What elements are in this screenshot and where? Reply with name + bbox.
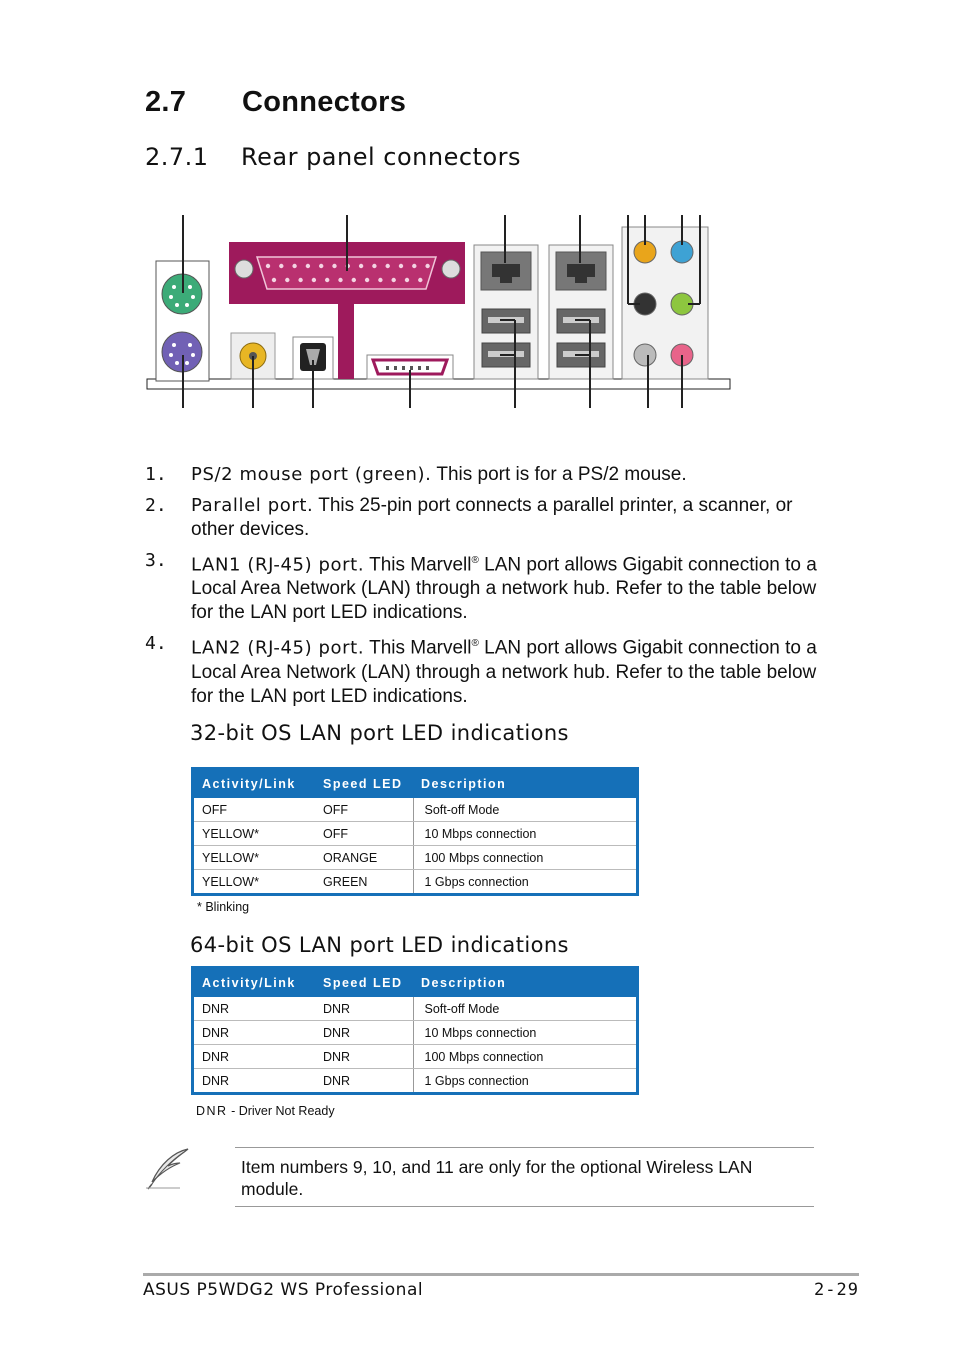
cell: OFF (315, 822, 413, 846)
item-number: 2. (145, 495, 167, 516)
lan1-usb-stack (474, 245, 538, 379)
cell: DNR (315, 1021, 413, 1045)
item-title: PS/2 mouse port (green). (191, 464, 432, 485)
col-header: Description (413, 769, 638, 799)
parallel-bracket (338, 304, 354, 379)
footer-product: ASUS P5WDG2 WS Professional (143, 1280, 424, 1300)
list-item (145, 463, 825, 487)
audio-jack-gray (634, 344, 656, 366)
cell: Soft-off Mode (413, 798, 638, 822)
table-row (193, 798, 638, 822)
cell: DNR (323, 1073, 351, 1088)
parallel-pin (392, 278, 396, 282)
cell: DNR (315, 1045, 413, 1069)
cell: 10 Mbps connection (413, 822, 638, 846)
feather-pen-icon (144, 1146, 194, 1192)
parallel-screw-left (235, 260, 253, 278)
list-item (145, 549, 825, 625)
parallel-pin (279, 264, 283, 268)
parallel-pin (405, 278, 409, 282)
cell: DNR (202, 1073, 230, 1088)
cell: DNR (193, 1045, 316, 1069)
parallel-pin (266, 264, 270, 268)
item-title: LAN2 (RJ-45) port. (191, 637, 365, 659)
col-header: Activity/Link (193, 968, 316, 998)
subsection-heading (145, 143, 521, 171)
cell: 100 Mbps connection (413, 1045, 638, 1069)
list-item (145, 494, 825, 542)
cell: ORANGE (315, 846, 413, 870)
parallel-pin (325, 278, 329, 282)
parallel-screw-right (442, 260, 460, 278)
parallel-pin (306, 264, 310, 268)
col-header: Activity/Link (193, 769, 316, 799)
connector-list (145, 463, 825, 716)
table-row (193, 1021, 638, 1045)
cell: YELLOW* (193, 822, 316, 846)
parallel-pin (332, 264, 336, 268)
registered-mark: ® (471, 638, 479, 650)
rear-panel-diagram (140, 205, 740, 415)
cell: DNR (193, 997, 316, 1021)
item-body: This Marvell (364, 554, 472, 576)
parallel-pin (412, 264, 416, 268)
table32-title: 32-bit OS LAN port LED indications (190, 721, 569, 745)
parallel-pin (298, 278, 302, 282)
parallel-pin (372, 264, 376, 268)
table-row (193, 1045, 638, 1069)
parallel-pin (386, 264, 390, 268)
table64-footnote (196, 1104, 335, 1118)
cell: Soft-off Mode (413, 997, 638, 1021)
parallel-pin (418, 278, 422, 282)
table-row (193, 1069, 638, 1094)
parallel-pin (399, 264, 403, 268)
table-row (193, 846, 638, 870)
parallel-pin (319, 264, 323, 268)
cell: OFF (315, 798, 413, 822)
item-title: Parallel port. (191, 495, 314, 516)
footnote-text: - Driver Not Ready (227, 1104, 335, 1118)
parallel-pin (359, 264, 363, 268)
cell: YELLOW* (202, 874, 259, 889)
item-body: This port is for a PS/2 mouse. (431, 464, 687, 485)
item-body-cont: LAN port allows Gigabit connection to a Local Area Network (LAN) through a network hub. Refer to the table below for the LAN port LED indications. (191, 554, 817, 624)
item-body: This 25-pin port connects a parallel printer, a scanner, or other devices. (191, 495, 793, 540)
item-number: 3. (145, 550, 167, 571)
list-item (145, 632, 825, 708)
cell: 100 Mbps connection (413, 846, 638, 870)
table32-footnote: * Blinking (197, 900, 250, 914)
cell: DNR (193, 1021, 316, 1045)
lan2-usb-stack (549, 245, 613, 379)
section-title: Connectors (242, 86, 407, 118)
cell: 10 Mbps connection (413, 1021, 638, 1045)
col-header: Speed LED (315, 769, 413, 799)
parallel-pin (365, 278, 369, 282)
item-title: LAN1 (RJ-45) port. (191, 554, 365, 576)
footnote-key: DNR (196, 1104, 228, 1118)
table64-title: 64-bit OS LAN port LED indications (190, 933, 569, 957)
registered-mark: ® (471, 555, 479, 566)
subsection-number: 2.7.1 (145, 143, 209, 171)
item-body: This Marvell (364, 637, 472, 659)
section-number: 2.7 (145, 86, 187, 118)
table64 (191, 966, 639, 1095)
table32 (191, 767, 639, 896)
cell: DNR (315, 997, 413, 1021)
footer-rule (143, 1273, 859, 1276)
table-row (193, 997, 638, 1021)
parallel-pin (378, 278, 382, 282)
parallel-pin (338, 278, 342, 282)
parallel-pin (292, 264, 296, 268)
table-row (193, 822, 638, 846)
parallel-pin (272, 278, 276, 282)
cell: 1 Gbps connection (413, 870, 638, 895)
parallel-pin (352, 278, 356, 282)
item-body-cont: LAN port allows Gigabit connection to a Local Area Network (LAN) through a network hub. Refer to the table below for the LAN port LED indications. (191, 637, 817, 707)
panel-base (147, 379, 730, 389)
subsection-title: Rear panel connectors (241, 143, 522, 171)
item-number: 4. (145, 633, 167, 655)
cell: YELLOW* (193, 846, 316, 870)
parallel-pin (285, 278, 289, 282)
cell: 1 Gbps connection (413, 1069, 638, 1094)
parallel-pin (312, 278, 316, 282)
col-header: Speed LED (315, 968, 413, 998)
col-header: Description (413, 968, 638, 998)
parallel-pin (425, 264, 429, 268)
cell: OFF (193, 798, 316, 822)
section-heading (145, 86, 406, 119)
note-text: Item numbers 9, 10, and 11 are only for the optional Wireless LAN module. (241, 1157, 753, 1199)
table-row (193, 870, 638, 895)
cell: GREEN (323, 874, 368, 889)
item-number: 1. (145, 464, 167, 485)
note-box (235, 1147, 814, 1207)
page-number: 2-29 (814, 1280, 859, 1300)
